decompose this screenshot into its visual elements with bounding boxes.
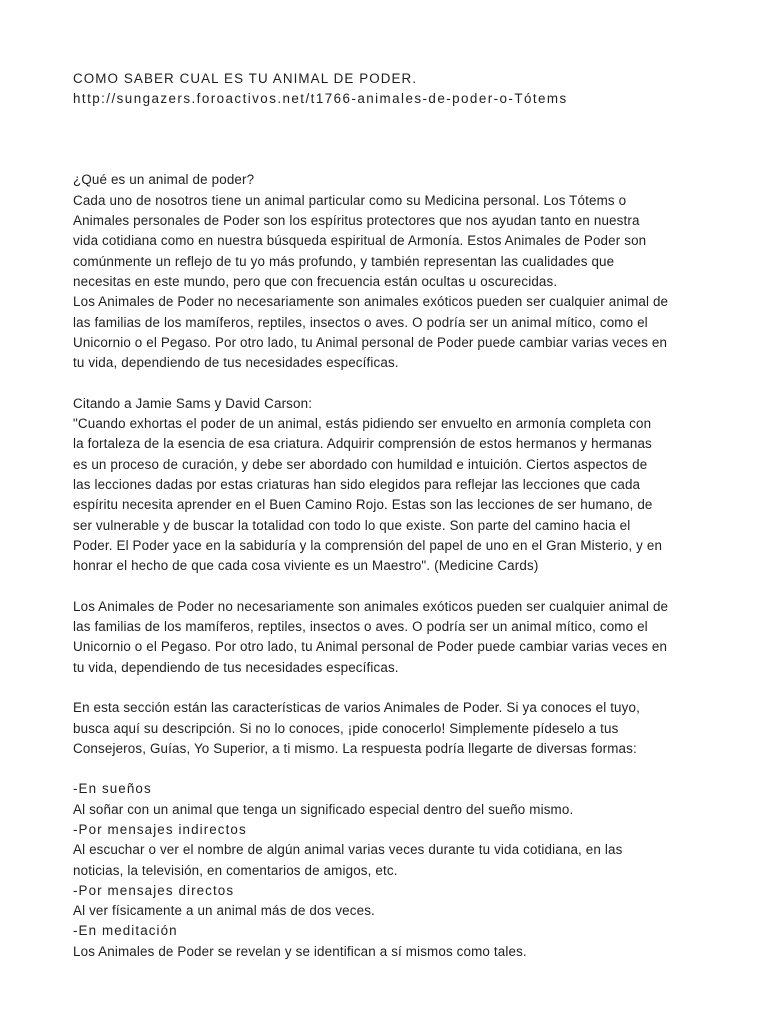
spacer (73, 576, 713, 596)
spacer (73, 150, 713, 170)
spacer (73, 759, 713, 779)
paragraph-line: Los Animales de Poder no necesariamente son animales exóticos pueden ser cualquier animal de (73, 294, 669, 310)
spacer (73, 678, 713, 698)
paragraph-line: Unicornio o el Pegaso. Por otro lado, tu Animal personal de Poder puede cambiar varias veces en (73, 334, 668, 350)
list-item-text: Al escuchar o ver el nombre de algún animal varias veces durante tu vida cotidiana, en las (73, 842, 623, 858)
paragraph-line: En esta sección están las características de varios Animales de Poder. Si ya conoces el tuyo, (73, 700, 640, 716)
paragraph-line: busca aquí su descripción. Si no lo conoces, ¡pide conocerlo! Simplemente pídeselo a tus (73, 720, 619, 736)
paragraph-line: las familias de los mamíferos, reptiles, insectos o aves. O podría ser un animal mítico, como el (73, 314, 648, 330)
quote-line: las lecciones dadas por estas criaturas han sido elegidos para reflejar las lecciones que cada (73, 476, 641, 492)
source-url[interactable]: http://sungazers.foroactivos.net/t1766-animales-de-poder-o-Tótems (73, 91, 568, 107)
intro-section (73, 170, 713, 373)
list-item-text: noticias, la televisión, en comentarios de amigos, etc. (73, 862, 398, 878)
list-item-heading: -Por mensajes indirectos (73, 821, 247, 837)
paragraph-line: vida cotidiana como en nuestra búsqueda espiritual de Armonía. Estos Animales de Poder son (73, 233, 647, 249)
list-item-text: Al ver físicamente a un animal más de dos veces. (73, 903, 375, 919)
section-paragraph (73, 698, 713, 759)
paragraph-line: necesitas en este mundo, pero que con frecuencia están ocultas u oscurecidas. (73, 273, 558, 289)
spacer (73, 110, 713, 151)
document-title: COMO SABER CUAL ES TU ANIMAL DE PODER. (73, 71, 418, 86)
quote-intro: Citando a Jamie Sams y David Carson: (73, 395, 313, 411)
list-item-text: Al soñar con un animal que tenga un significado especial dentro del sueño mismo. (73, 801, 574, 817)
list-item-heading: -Por mensajes directos (73, 882, 235, 898)
repeat-paragraph (73, 597, 713, 678)
quote-line: es un proceso de curación, y debe ser abordado con humildad e intuición. Ciertos aspectos de (73, 456, 648, 472)
forms-list (73, 779, 713, 962)
quote-line: ser vulnerable y de buscar la totalidad con todo lo que existe. Son parte del camino hacia el (73, 517, 631, 533)
paragraph-line: tu vida, dependiendo de tus necesidades específicas. (73, 355, 399, 371)
paragraph-line: Consejeros, Guías, Yo Superior, a ti mismo. La respuesta podría llegarte de diversas formas: (73, 740, 637, 756)
paragraph-line: Animales personales de Poder son los espíritus protectores que nos ayudan tanto en nuestra (73, 213, 640, 229)
list-item-heading: -En meditación (73, 923, 178, 939)
quote-line: honrar el hecho de que cada cosa viviente es un Maestro". (Medicine Cards) (73, 558, 539, 574)
list-item-heading: -En sueños (73, 781, 152, 797)
quote-line: "Cuando exhortas el poder de un animal, estás pidiendo ser envuelto en armonía completa con (73, 416, 652, 432)
paragraph-line: las familias de los mamíferos, reptiles, insectos o aves. O podría ser un animal mítico, como el (73, 619, 648, 635)
paragraph-line: comúnmente un reflejo de tu yo más profundo, y también representan las cualidades que (73, 253, 615, 269)
paragraph-line: Los Animales de Poder no necesariamente son animales exóticos pueden ser cualquier animal de (73, 598, 669, 614)
quote-line: Poder. El Poder yace en la sabiduría y la comprensión del papel de uno en el Gran Misterio, y en (73, 537, 663, 553)
paragraph-line: Cada uno de nosotros tiene un animal particular como su Medicina personal. Los Tótems o (73, 192, 627, 208)
list-item-text: Los Animales de Poder se revelan y se identifican a sí mismos como tales. (73, 943, 527, 959)
paragraph-line: tu vida, dependiendo de tus necesidades específicas. (73, 659, 399, 675)
quote-line: espíritu necesita aprender en el Buen Camino Rojo. Estas son las lecciones de ser humano, de (73, 497, 653, 513)
quote-line: la fortaleza de la esencia de esa criatura. Adquirir comprensión de estos hermanos y hermanas (73, 436, 652, 452)
spacer (73, 373, 713, 393)
section-question: ¿Qué es un animal de poder? (73, 172, 255, 188)
document-page (73, 69, 713, 962)
quote-section (73, 394, 713, 577)
paragraph-line: Unicornio o el Pegaso. Por otro lado, tu Animal personal de Poder puede cambiar varias veces en (73, 639, 668, 655)
